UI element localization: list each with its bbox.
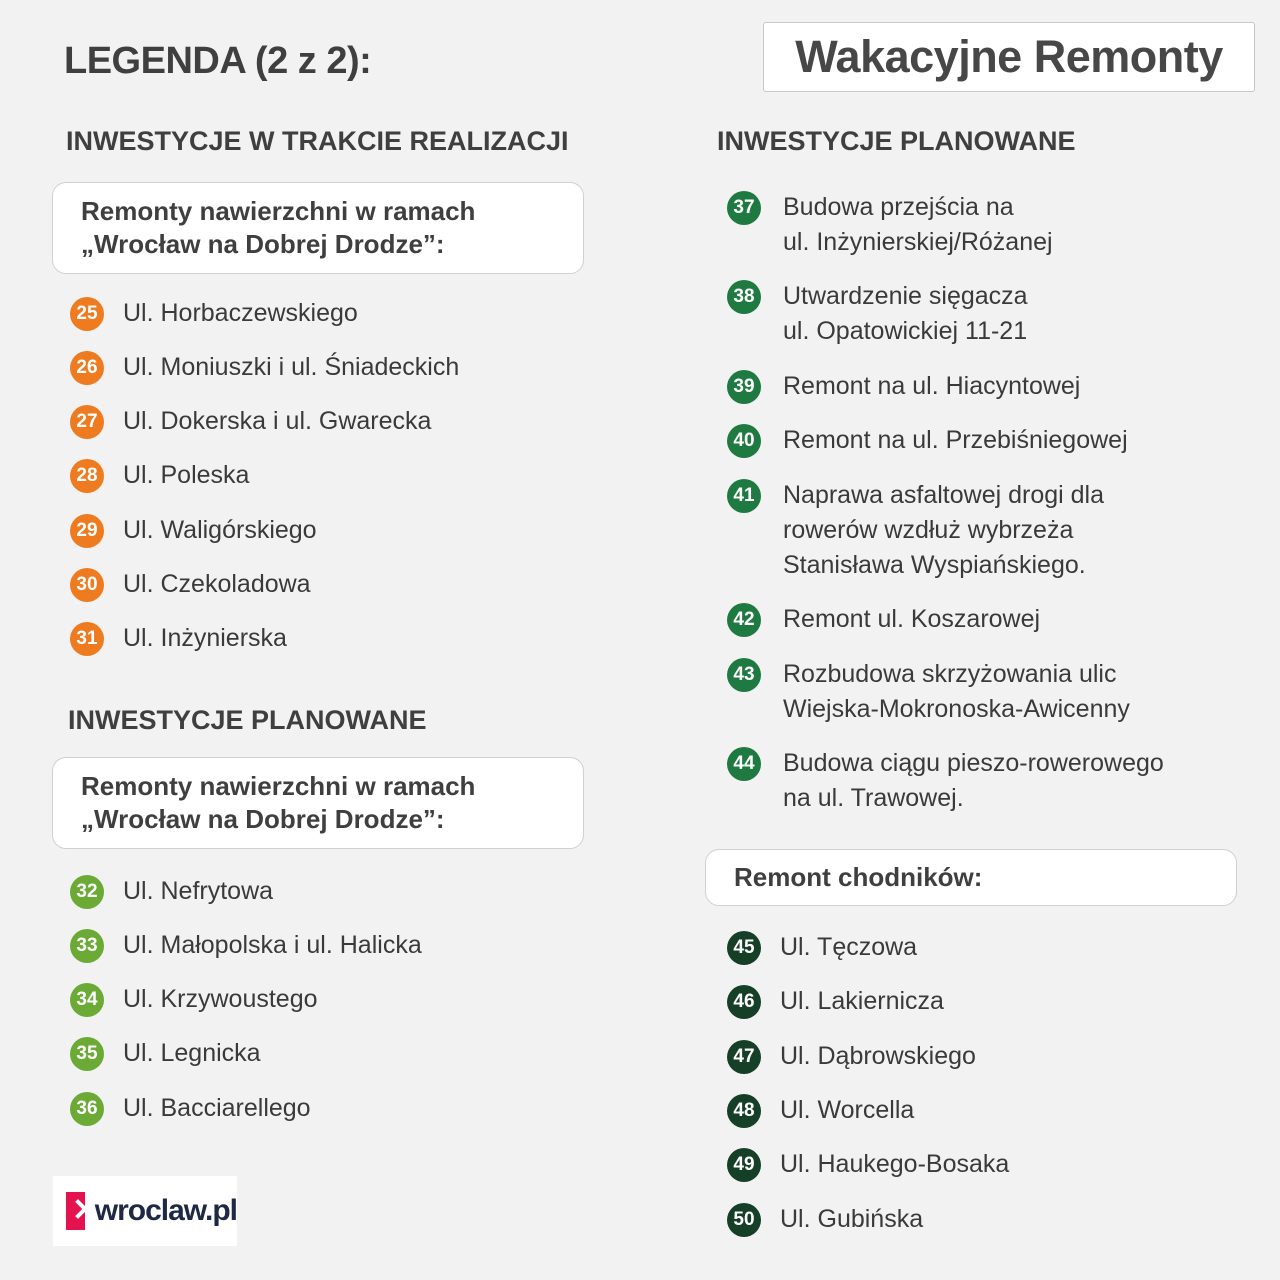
list-item (727, 423, 1128, 458)
number-badge: 27 (70, 405, 104, 439)
number-badge: 45 (727, 931, 761, 965)
item-text: Ul. Gubińska (780, 1205, 924, 1233)
number-badge: 30 (70, 568, 104, 602)
item-text: Ul. Inżynierska (123, 624, 287, 652)
number-badge: 38 (727, 280, 761, 314)
item-text: Ul. Małopolska i ul. Halicka (123, 931, 422, 959)
list-item (727, 657, 1130, 727)
item-text: Ul. Dokerska i ul. Gwarecka (123, 407, 432, 435)
list-item (727, 746, 1164, 816)
item-text-line: Wiejska-Mokronoska-Awicenny (783, 695, 1130, 723)
list-item (70, 982, 318, 1017)
list-item (727, 602, 1040, 637)
chevron-right-icon (66, 1192, 85, 1230)
in-progress-heading: INWESTYCJE W TRAKCIE REALIZACJI (66, 126, 569, 156)
list-item (727, 1093, 914, 1128)
category-line-2: „Wrocław na Dobrej Drodze”: (81, 229, 445, 259)
item-text (783, 657, 1130, 727)
item-text: Ul. Tęczowa (780, 933, 918, 961)
number-badge: 31 (70, 622, 104, 656)
number-badge: 50 (727, 1203, 761, 1237)
list-item (70, 404, 431, 439)
number-badge: 48 (727, 1094, 761, 1128)
list-item (70, 928, 422, 963)
item-text (783, 423, 1128, 458)
item-text: Ul. Moniuszki i ul. Śniadeckich (123, 353, 460, 381)
item-text-line: Budowa przejścia na (783, 193, 1014, 221)
item-text: Ul. Haukego-Bosaka (780, 1150, 1010, 1178)
item-text: Ul. Bacciarellego (123, 1094, 311, 1122)
list-item (727, 279, 1028, 349)
list-item (70, 567, 311, 602)
number-badge: 33 (70, 929, 104, 963)
item-text-line: Utwardzenie sięgacza (783, 282, 1028, 310)
item-text (783, 602, 1040, 637)
list-item (727, 1039, 976, 1074)
number-badge: 40 (727, 424, 761, 458)
item-text-line: ul. Inżynierskiej/Różanej (783, 228, 1053, 256)
wroclaw-logo[interactable] (53, 1176, 237, 1246)
number-badge: 36 (70, 1092, 104, 1126)
list-item (70, 350, 459, 385)
list-item (70, 458, 249, 493)
item-text-line: Remont ul. Koszarowej (783, 605, 1041, 633)
list-item (727, 1147, 1009, 1182)
number-badge: 42 (727, 603, 761, 637)
item-text (783, 190, 1053, 260)
item-text-line: Stanisława Wyspiańskiego. (783, 551, 1086, 579)
number-badge: 39 (727, 370, 761, 404)
item-text: Ul. Czekoladowa (123, 570, 311, 598)
legend-heading: LEGENDA (2 z 2): (64, 40, 372, 82)
item-text-line: na ul. Trawowej. (783, 784, 964, 812)
item-text (783, 746, 1164, 816)
planned-heading-right: INWESTYCJE PLANOWANE (717, 126, 1076, 156)
item-text-line: Rozbudowa skrzyżowania ulic (783, 660, 1117, 688)
item-text-line: rowerów wzdłuż wybrzeża (783, 516, 1074, 544)
item-text (783, 478, 1104, 583)
page-title: Wakacyjne Remonty (795, 31, 1223, 82)
number-badge: 49 (727, 1148, 761, 1182)
list-item (727, 984, 944, 1019)
item-text: Ul. Waligórskiego (123, 516, 317, 544)
number-badge: 41 (727, 479, 761, 513)
item-text: Ul. Dąbrowskiego (780, 1042, 976, 1070)
number-badge: 37 (727, 191, 761, 225)
logo-text: wroclaw.pl (94, 1194, 237, 1227)
planned-category-box (52, 757, 584, 849)
item-text-line: Remont na ul. Przebiśniegowej (783, 426, 1128, 454)
item-text-line: Remont na ul. Hiacyntowej (783, 372, 1081, 400)
title-box (763, 22, 1255, 92)
planned-heading-left: INWESTYCJE PLANOWANE (68, 705, 427, 735)
sidewalks-label: Remont chodników: (734, 862, 983, 892)
list-item (70, 513, 317, 548)
item-text-line: ul. Opatowickiej 11-21 (783, 317, 1028, 345)
item-text: Ul. Poleska (123, 461, 250, 489)
item-text (783, 369, 1080, 404)
list-item (727, 478, 1104, 583)
list-item (727, 1202, 923, 1237)
list-item (70, 1036, 261, 1071)
item-text: Ul. Nefrytowa (123, 877, 274, 905)
category-line-1: Remonty nawierzchni w ramach (81, 771, 476, 801)
number-badge: 25 (70, 297, 104, 331)
number-badge: 35 (70, 1037, 104, 1071)
item-text-line: Budowa ciągu pieszo-rowerowego (783, 749, 1164, 777)
number-badge: 29 (70, 514, 104, 548)
number-badge: 34 (70, 983, 104, 1017)
item-text: Ul. Lakiernicza (780, 987, 944, 1015)
item-text: Ul. Horbaczewskiego (123, 299, 358, 327)
number-badge: 47 (727, 1040, 761, 1074)
list-item (70, 874, 273, 909)
category-line-2: „Wrocław na Dobrej Drodze”: (81, 804, 445, 834)
in-progress-category-box (52, 182, 584, 274)
number-badge: 26 (70, 351, 104, 385)
number-badge: 43 (727, 658, 761, 692)
list-item (727, 369, 1080, 404)
number-badge: 32 (70, 875, 104, 909)
sidewalks-category-box (705, 849, 1237, 906)
item-text: Ul. Krzywoustego (123, 985, 318, 1013)
number-badge: 28 (70, 459, 104, 493)
number-badge: 46 (727, 985, 761, 1019)
number-badge: 44 (727, 747, 761, 781)
category-line-1: Remonty nawierzchni w ramach (81, 196, 476, 226)
list-item (727, 930, 917, 965)
list-item (70, 621, 287, 656)
list-item (727, 190, 1053, 260)
list-item (70, 296, 358, 331)
item-text: Ul. Worcella (780, 1096, 915, 1124)
item-text: Ul. Legnicka (123, 1039, 261, 1067)
list-item (70, 1091, 311, 1126)
item-text (783, 279, 1028, 349)
item-text-line: Naprawa asfaltowej drogi dla (783, 481, 1105, 509)
